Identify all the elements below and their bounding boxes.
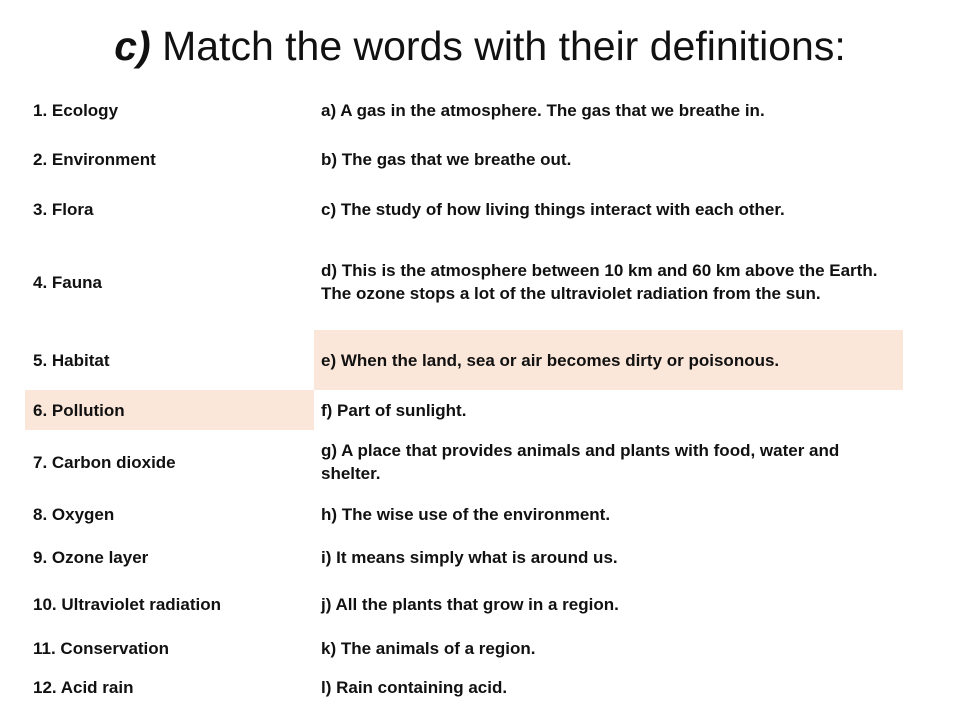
- table-row: [25, 534, 903, 580]
- word-cell: 11. Conservation: [33, 638, 170, 658]
- definition-cell: e) When the land, sea or air becomes dirty or poisonous.: [314, 330, 903, 390]
- word-cell: 7. Carbon dioxide: [33, 452, 176, 472]
- definition-cell: c) The study of how living things interact with each other.: [321, 199, 785, 219]
- word-cell: 8. Oxygen: [33, 504, 115, 524]
- table-row: [25, 580, 903, 628]
- word-cell: 2. Environment: [33, 149, 156, 169]
- word-cell: 9. Ozone layer: [33, 547, 149, 567]
- table-row: [25, 134, 903, 184]
- word-cell: 10. Ultraviolet radiation: [33, 594, 221, 614]
- word-cell: 3. Flora: [33, 199, 94, 219]
- definition-cell: l) Rain containing acid.: [321, 677, 508, 697]
- word-cell: 1. Ecology: [33, 100, 119, 120]
- definition-cell: j) All the plants that grow in a region.: [321, 594, 619, 614]
- title-prefix: c): [114, 23, 151, 69]
- table-row: [25, 668, 903, 706]
- definition-cell: d) This is the atmosphere between 10 km and 60 km above the Earth. The ozone stops a lot of the ultraviolet radiation from the sun.: [321, 261, 878, 303]
- title-text: Match the words with their definitions:: [150, 23, 846, 69]
- definition-cell: b) The gas that we breathe out.: [321, 149, 572, 169]
- word-cell: 12. Acid rain: [33, 677, 134, 697]
- table-row: [25, 430, 903, 494]
- definition-cell: h) The wise use of the environment.: [321, 504, 611, 524]
- table-row: [25, 234, 903, 330]
- page-title: [0, 22, 960, 70]
- definition-cell: f) Part of sunlight.: [321, 400, 467, 420]
- table-row: [25, 628, 903, 668]
- word-cell: 5. Habitat: [33, 350, 110, 370]
- definition-cell: k) The animals of a region.: [321, 638, 536, 658]
- definition-cell: i) It means simply what is around us.: [321, 547, 618, 567]
- word-cell: 6. Pollution: [25, 390, 314, 430]
- matching-table: [25, 86, 903, 706]
- definition-cell: a) A gas in the atmosphere. The gas that we breathe in.: [321, 100, 765, 120]
- word-cell: 4. Fauna: [33, 272, 102, 292]
- table-row: [25, 86, 903, 134]
- table-row: [25, 390, 903, 430]
- table-row: [25, 184, 903, 234]
- definition-cell: g) A place that provides animals and plants with food, water and shelter.: [321, 441, 840, 483]
- table-row: [25, 330, 903, 390]
- table-row: [25, 494, 903, 534]
